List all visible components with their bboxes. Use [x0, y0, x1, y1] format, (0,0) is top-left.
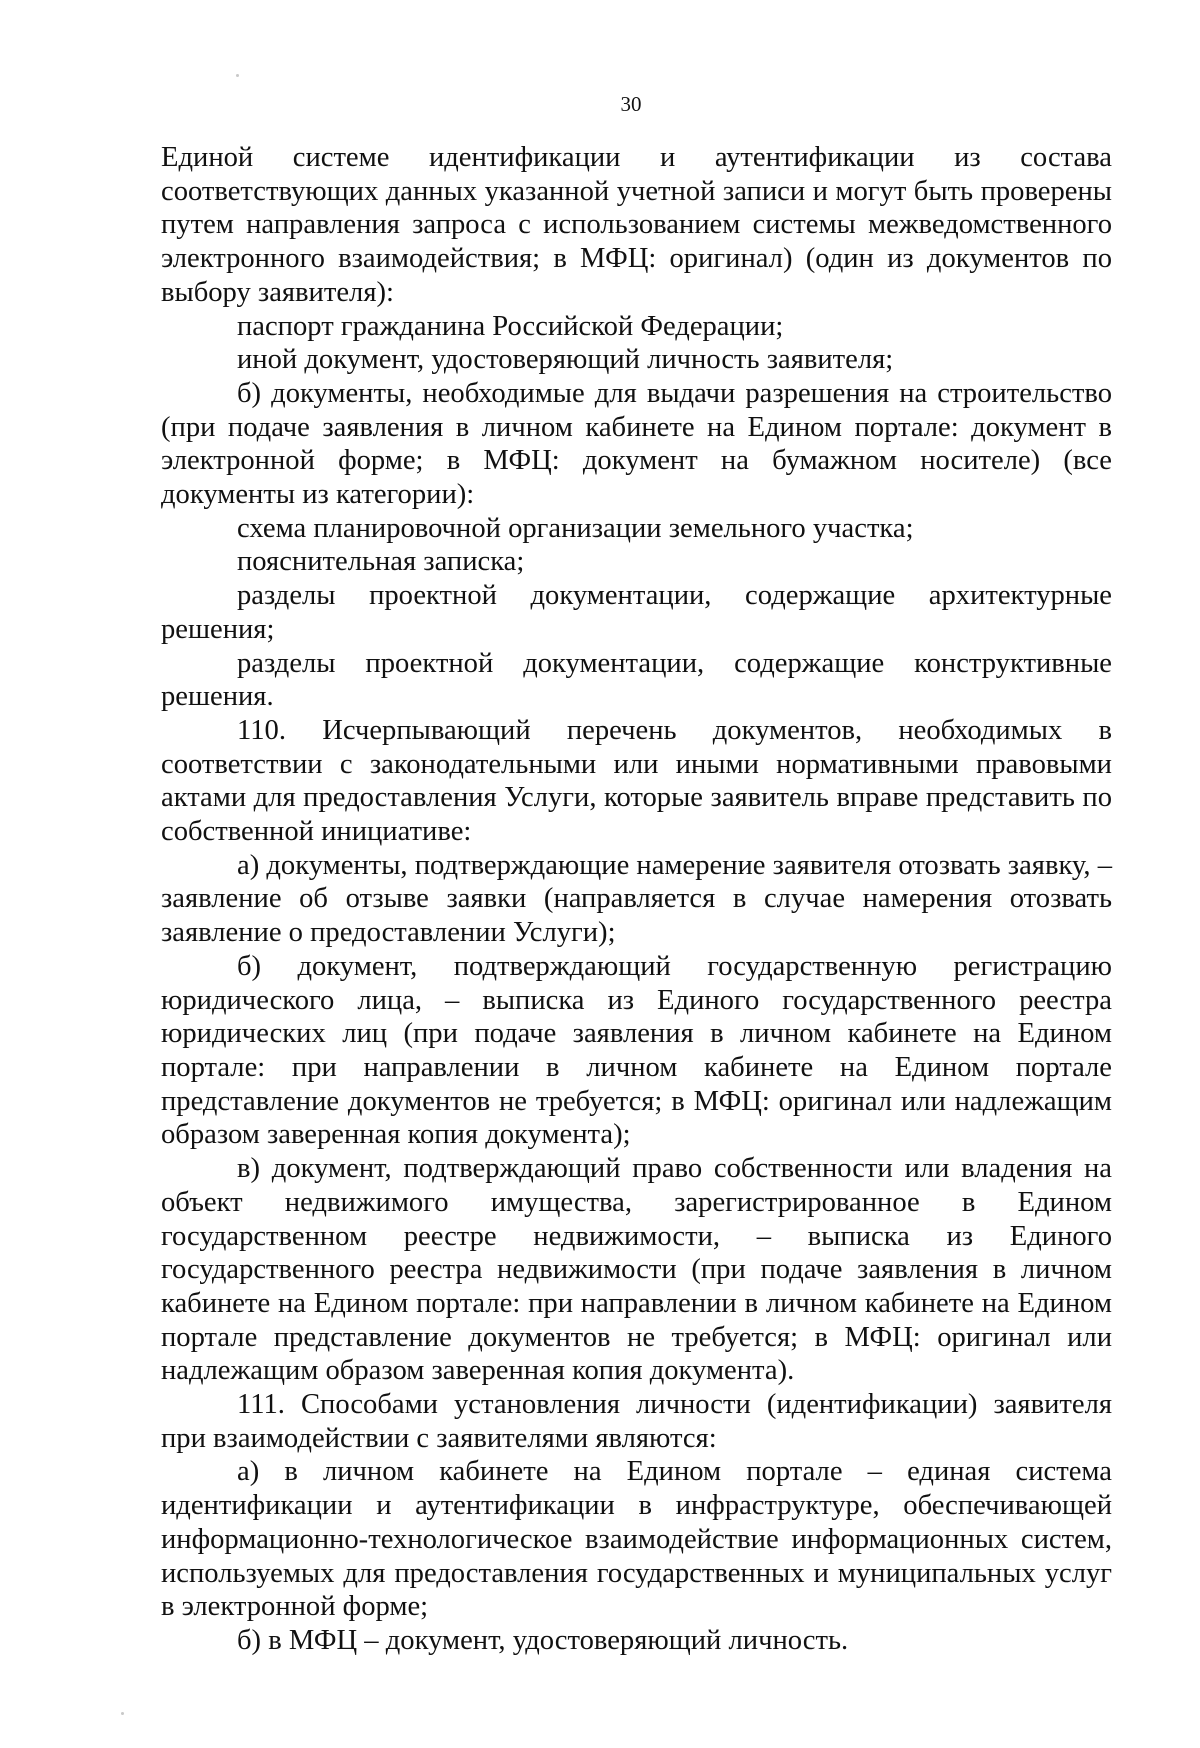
paragraph: б) документ, подтверждающий государственную регистрацию юридического лица, – выписка из Единого государственного реестра юридических лиц (при подаче заявления в личном кабинете на Едином портале: при направлении в личном кабинете на Едином портале представление документов не требуется; в МФЦ: оригинал или надлежащим образом заверенная копия документа); — [161, 950, 1112, 1151]
paragraph: 111. Способами установления личности (идентификации) заявителя при взаимодействии с заявителями являются: — [161, 1389, 1112, 1454]
paragraph: 110. Исчерпывающий перечень документов, необходимых в соответствии с законодательными или иными нормативными правовыми актами для предоставления Услуги, которые заявитель вправе представить по собственной инициативе: — [161, 714, 1112, 848]
paragraph: б) в МФЦ – документ, удостоверяющий личность. — [237, 1624, 849, 1656]
scan-artifact — [121, 1712, 124, 1715]
document-body — [161, 141, 1112, 1658]
paragraph: разделы проектной документации, содержащие архитектурные решения; — [161, 580, 1112, 645]
page-number: 30 — [620, 92, 642, 116]
paragraph: пояснительная записка; — [237, 546, 525, 578]
paragraph: в) документ, подтверждающий право собственности или владения на объект недвижимого имущества, зарегистрированное в Едином государственном реестре недвижимости, – выписка из Единого государственного реестра недвижимости (при подаче заявления в личном кабинете на Едином портале: при направлении в личном кабинете на Едином портале представление документов не требуется; в МФЦ: оригинал или надлежащим образом заверенная копия документа). — [161, 1153, 1112, 1387]
paragraph: Единой системе идентификации и аутентификации из состава соответствующих данных указанной учетной записи и могут быть проверены путем направления запроса с использованием системы межведомственного электронного взаимодействия; в МФЦ: оригинал) (один из документов по выбору заявителя): — [161, 142, 1112, 308]
paragraph: б) документы, необходимые для выдачи разрешения на строительство (при подаче заявления в личном кабинете на Едином портале: документ в электронной форме; в МФЦ: документ на бумажном носителе) (все документы из категории): — [161, 377, 1112, 511]
scan-artifact — [236, 74, 239, 77]
paragraph: а) документы, подтверждающие намерение заявителя отозвать заявку, – заявление об отзыве заявки (направляется в случае намерения отозвать заявление о предоставлении Услуги); — [161, 849, 1112, 949]
paragraph: схема планировочной организации земельного участка; — [237, 512, 914, 544]
paragraph: паспорт гражданина Российской Федерации; — [237, 310, 784, 342]
paragraph: а) в личном кабинете на Едином портале – единая система идентификации и аутентификации в инфраструктуре, обеспечивающей информационно-технологическое взаимодействие информационных систем, используемых для предоставления государственных и муниципальных услуг в электронной форме; — [161, 1456, 1112, 1623]
paragraph: иной документ, удостоверяющий личность заявителя; — [237, 344, 894, 376]
paragraph: разделы проектной документации, содержащие конструктивные решения. — [161, 647, 1112, 713]
